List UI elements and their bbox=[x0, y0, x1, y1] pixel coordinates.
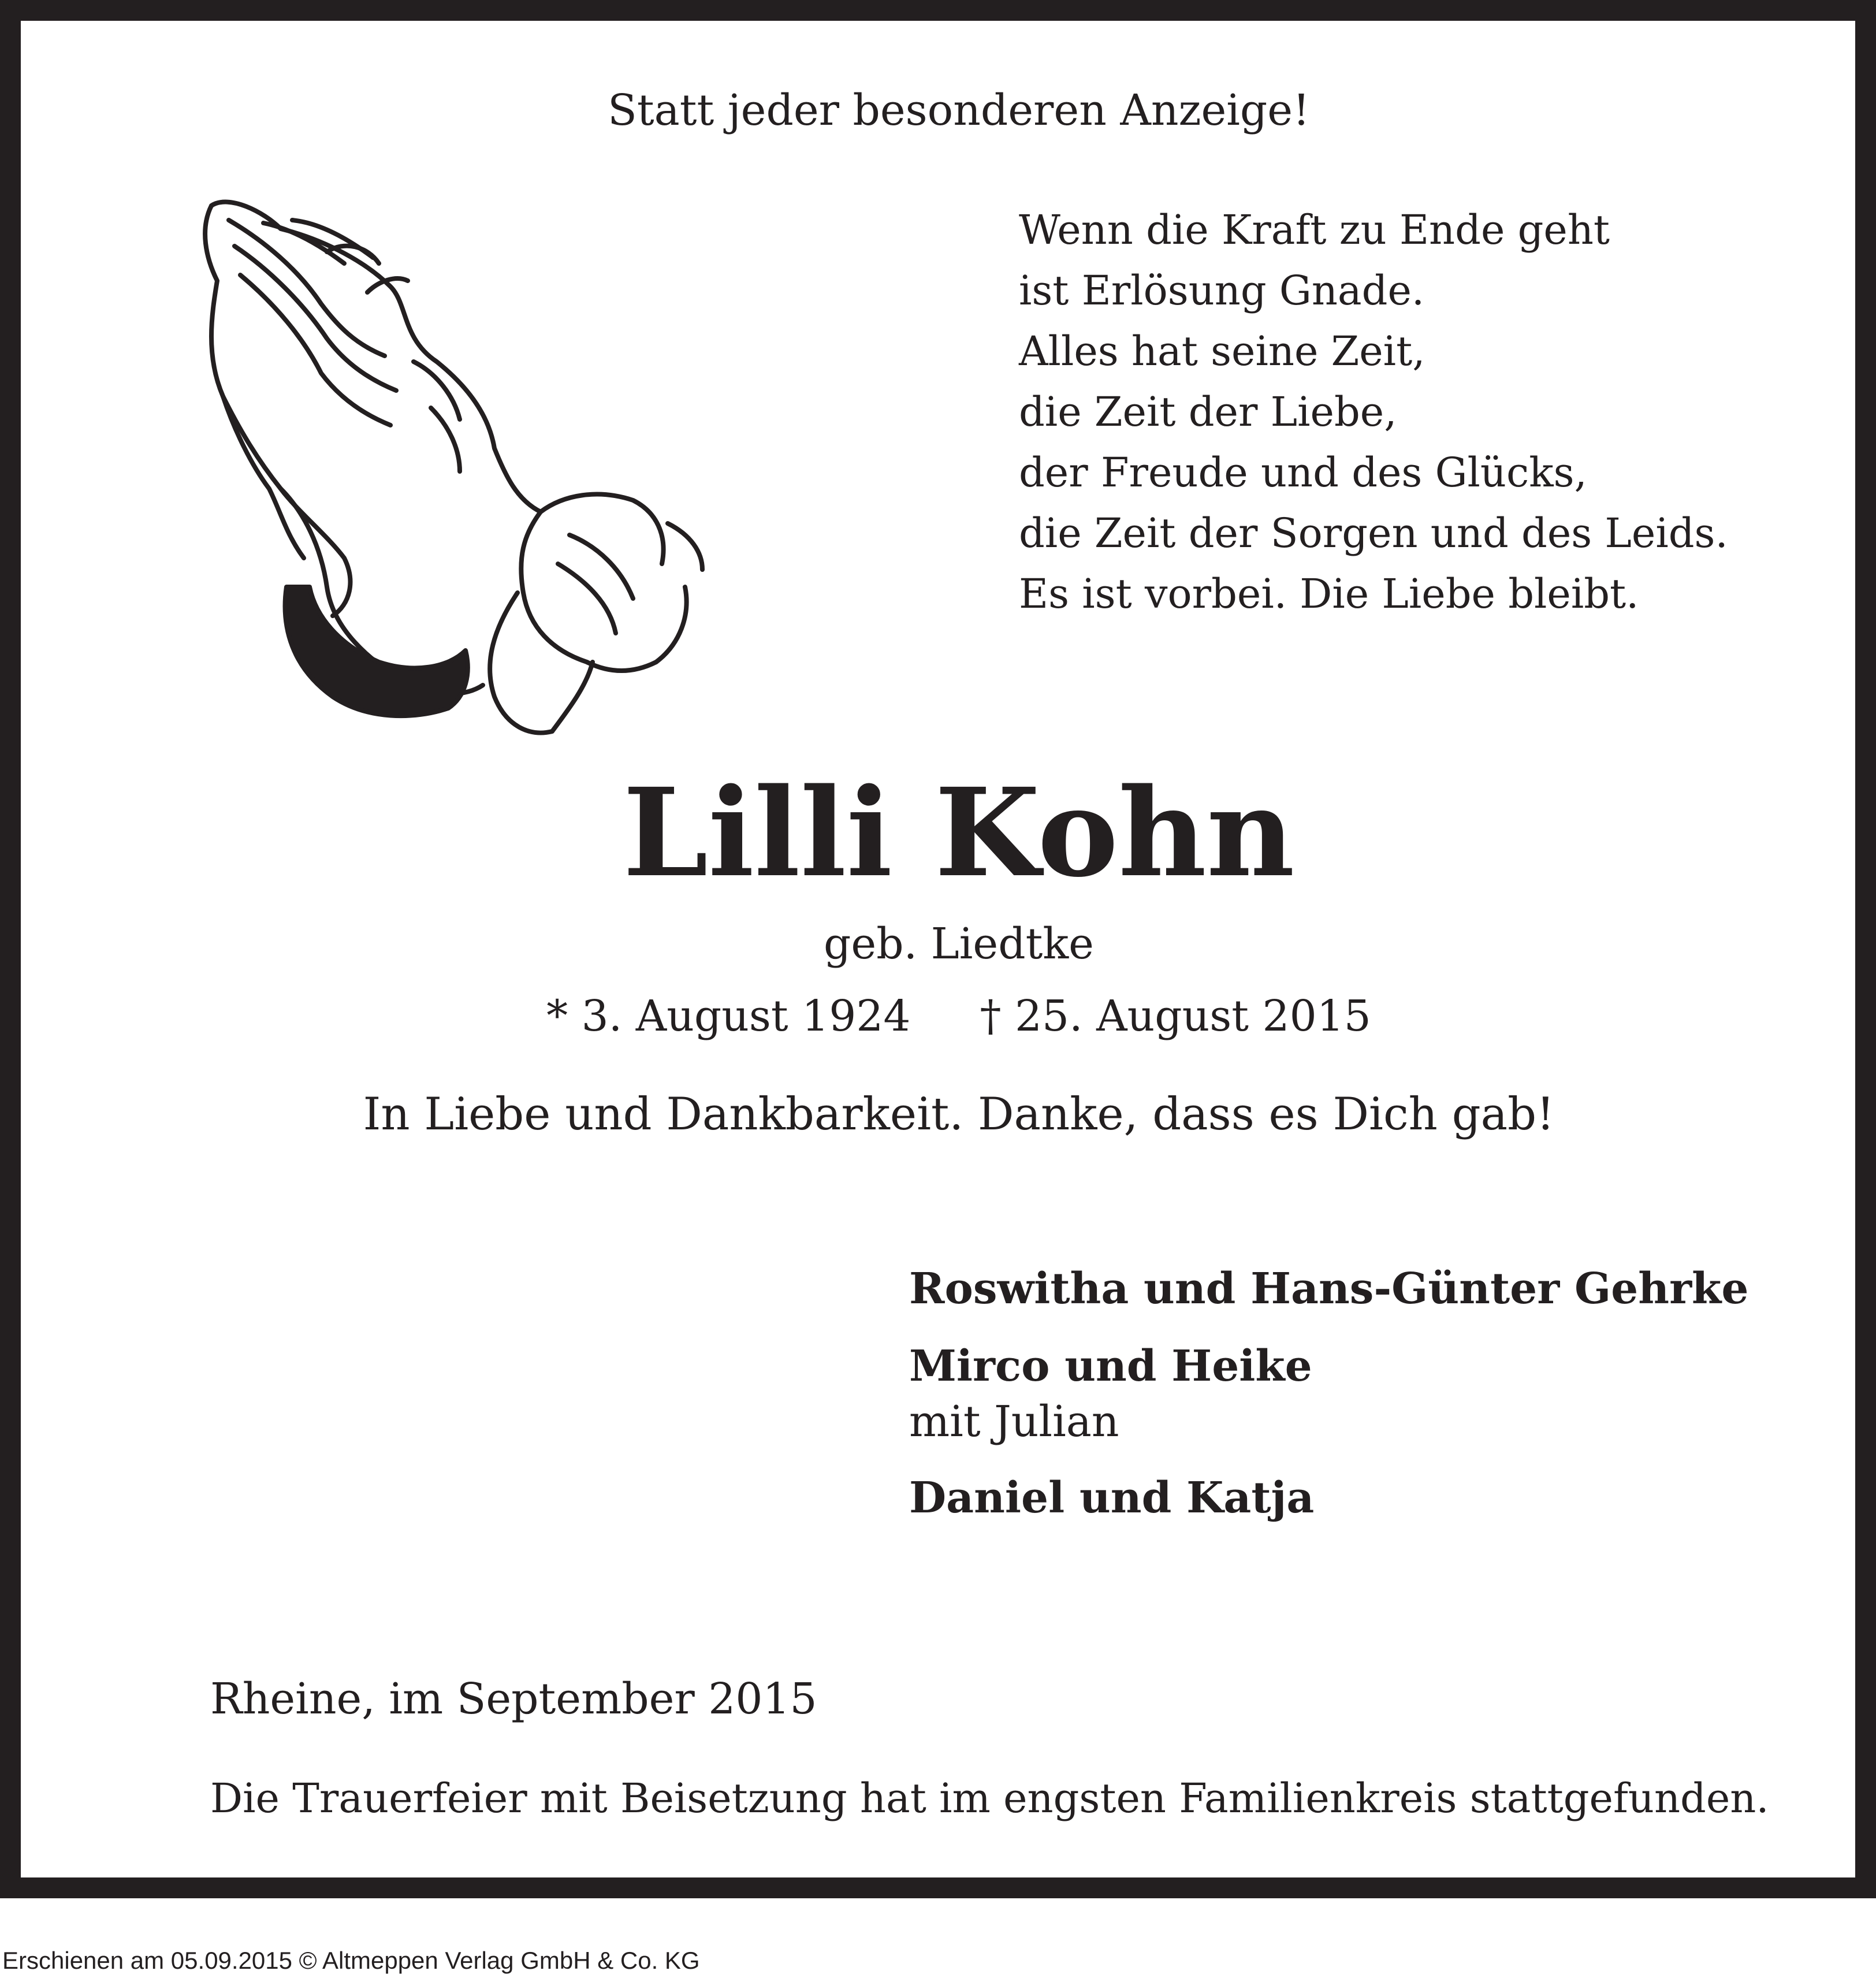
life-dates bbox=[21, 991, 1876, 1041]
poem-line: Wenn die Kraft zu Ende geht bbox=[1019, 206, 1610, 254]
thanks-line: In Liebe und Dankbarkeit. Danke, dass es Dich gab! bbox=[363, 1088, 1555, 1140]
poem-line: die Zeit der Sorgen und des Leids. bbox=[1019, 510, 1728, 557]
family-line: Mirco und Heike bbox=[909, 1341, 1312, 1391]
publication-footer: Erschienen am 05.09.2015 © Altmeppen Verlag GmbH & Co. KG bbox=[2, 1947, 700, 1974]
place-date: Rheine, im September 2015 bbox=[210, 1674, 817, 1724]
family-signatures bbox=[909, 1260, 1748, 1526]
poem-line: der Freude und des Glücks, bbox=[1019, 449, 1587, 496]
family-line: Roswitha und Hans-Günter Gehrke bbox=[909, 1264, 1749, 1314]
poem bbox=[1019, 200, 1728, 624]
poem-line: ist Erlösung Gnade. bbox=[1019, 267, 1425, 314]
funeral-notice: Die Trauerfeier mit Beisetzung hat im engsten Familienkreis stattgefunden. bbox=[210, 1775, 1769, 1822]
poem-line: Alles hat seine Zeit, bbox=[1019, 328, 1425, 375]
header-line: Statt jeder besonderen Anzeige! bbox=[608, 85, 1310, 135]
deceased-name: Lilli Kohn bbox=[623, 761, 1295, 904]
family-line: Daniel und Katja bbox=[909, 1473, 1315, 1523]
praying-hands-icon bbox=[194, 188, 714, 749]
death-date: † 25. August 2015 bbox=[980, 991, 1371, 1041]
poem-line: die Zeit der Liebe, bbox=[1019, 388, 1397, 436]
poem-line: Es ist vorbei. Die Liebe bleibt. bbox=[1019, 570, 1639, 618]
birth-name: geb. Liedtke bbox=[824, 919, 1094, 969]
family-subline: mit Julian bbox=[909, 1397, 1119, 1447]
birth-date: * 3. August 1924 bbox=[546, 991, 911, 1041]
